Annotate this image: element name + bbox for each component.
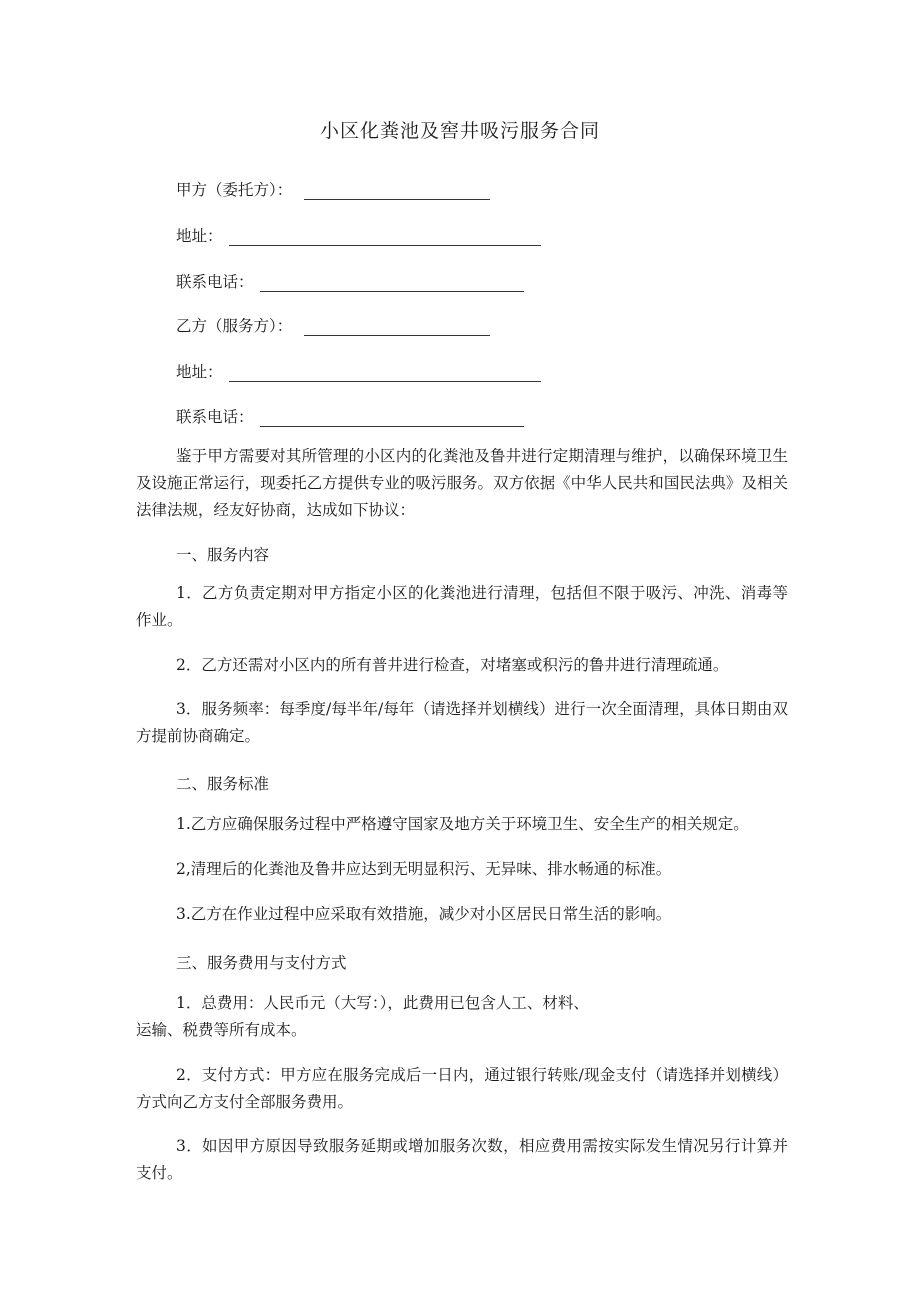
section-3-heading: 三、服务费用与支付方式: [176, 954, 347, 972]
section-1-item-1: 1．乙方负责定期对甲方指定小区的化粪池进行清理，包括但不限于吸污、冲洗、消毒等作业。: [136, 584, 788, 629]
party-a-field: [176, 178, 490, 200]
party-b-phone-blank: [260, 412, 524, 427]
section-2-item-3: 3.乙方在作业过程中应采取有效措施，减少对小区居民日常生活的影响。: [176, 905, 672, 923]
section-2-item-1: 1.乙方应确保服务过程中严格遵守国家及地方关于环境卫生、安全生产的相关规定。: [176, 815, 749, 833]
party-a-address-blank: [229, 231, 541, 246]
section-2-item-2: 2,清理后的化粪池及鲁井应达到无明显积污、无异味、排水畅通的标准。: [176, 860, 672, 878]
party-b-phone-field: [176, 405, 524, 427]
party-b-address-blank: [229, 367, 541, 382]
section-3-item-2: 2．支付方式：甲方应在服务完成后一日内，通过银行转账/现金支付（请选择并划横线）方式向乙方支付全部服务费用。: [136, 1066, 788, 1111]
party-b-field: [176, 314, 490, 336]
section-3-item-3: 3．如因甲方原因导致服务延期或增加服务次数，相应费用需按实际发生情况另行计算并支付。: [136, 1137, 788, 1182]
preamble-paragraph: 鉴于甲方需要对其所管理的小区内的化粪池及鲁井进行定期清理与维护，以确保环境卫生及设施正常运行，现委托乙方提供专业的吸污服务。双方依据《中华人民共和国民法典》及相关法律法规，经友好协商，达成如下协议：: [136, 447, 788, 519]
section-3-item-1-line-2: 运输、税费等所有成本。: [136, 1021, 307, 1039]
party-b-address-label: 地址：: [176, 363, 223, 381]
party-b-label: 乙方（服务方）：: [176, 317, 293, 335]
section-1-item-2: 2．乙方还需对小区内的所有普井进行检查，对堵塞或积污的鲁井进行清理疏通。: [176, 656, 729, 674]
party-a-address-label: 地址：: [176, 227, 223, 245]
page-title: 小区化粪池及窖井吸污服务合同: [319, 120, 600, 142]
section-2-heading: 二、服务标准: [176, 775, 270, 793]
party-b-blank: [304, 321, 490, 336]
section-1-heading: 一、服务内容: [176, 546, 270, 564]
section-1-item-3: 3．服务频率：每季度/每半年/每年（请选择并划横线）进行一次全面清理，具体日期由双方提前协商确定。: [136, 700, 788, 745]
party-a-phone-blank: [260, 277, 524, 292]
party-a-phone-field: [176, 270, 524, 292]
party-a-address-field: [176, 224, 541, 246]
party-b-address-field: [176, 360, 541, 382]
section-3-item-1-line-1: 1．总费用：人民币元（大写：），此费用已包含人工、材料、: [176, 994, 589, 1012]
party-a-label: 甲方（委托方）：: [176, 181, 293, 199]
party-a-blank: [304, 185, 490, 200]
party-a-phone-label: 联系电话：: [176, 273, 254, 291]
party-b-phone-label: 联系电话：: [176, 408, 254, 426]
